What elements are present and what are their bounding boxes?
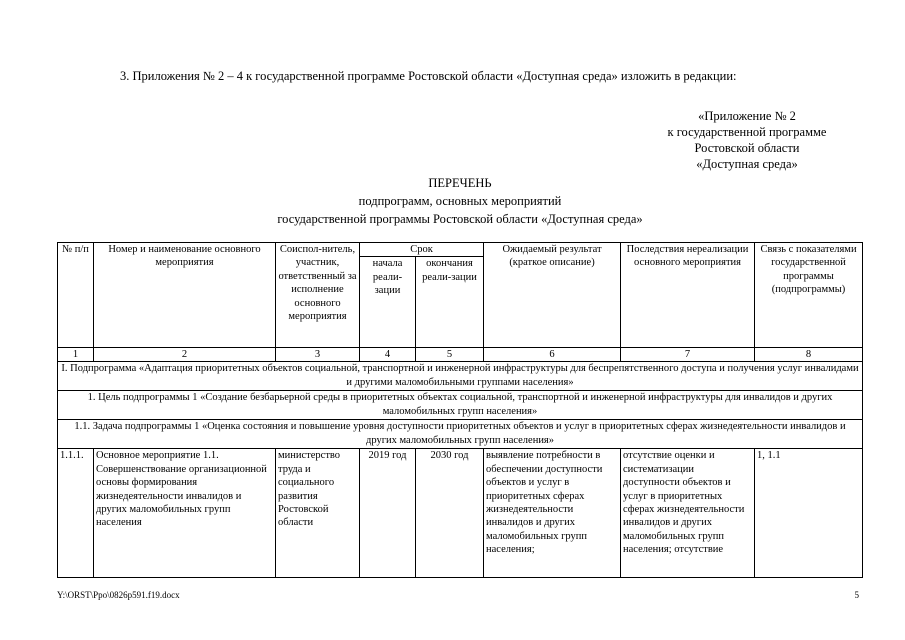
column-number: 3 bbox=[276, 348, 360, 362]
task-title: 1.1. Задача подпрограммы 1 «Оценка состояния и повышение уровня доступности приоритетных объектов и услуг в приоритетных сферах жизнедеятельности инвалидов и других маломобильных групп населения» bbox=[58, 420, 863, 449]
header-executor-text: Соиспол-нитель, участник, ответственный за исполнение основного мероприятия bbox=[278, 244, 357, 323]
header-link: Связь с показателями государственной программы (подпрограммы) bbox=[755, 243, 863, 348]
row-link: 1, 1.1 bbox=[755, 449, 863, 578]
column-number: 4 bbox=[360, 348, 416, 362]
row-name bbox=[94, 449, 276, 578]
footer-page-number: 5 bbox=[854, 590, 859, 600]
header-num: № п/п bbox=[58, 243, 94, 348]
intro-paragraph: 3. Приложения № 2 – 4 к государственной программе Ростовской области «Доступная среда» изложить в редакции: bbox=[120, 69, 737, 83]
header-name: Номер и наименование основного мероприятия bbox=[94, 243, 276, 348]
column-numbers-row bbox=[58, 348, 863, 362]
footer-file-path: Y:\ORST\Ppo\0826p591.f19.docx bbox=[57, 590, 180, 600]
subprogram-row bbox=[58, 362, 863, 391]
title-line-1: ПЕРЕЧЕНЬ bbox=[428, 176, 492, 190]
goal-row bbox=[58, 391, 863, 420]
row-start: 2019 год bbox=[360, 449, 416, 578]
table-row bbox=[58, 449, 863, 578]
title-line-3: государственной программы Ростовской области «Доступная среда» bbox=[277, 212, 643, 226]
appendix-line-3: Ростовской области bbox=[694, 141, 800, 155]
column-number: 5 bbox=[416, 348, 484, 362]
document-title bbox=[210, 174, 710, 228]
subprogram-title: I. Подпрограмма «Адаптация приоритетных объектов социальной, транспортной и инженерной инфраструктуры для беспрепятственного доступа и получения услуг инвалидами и другими маломобильными группами населения» bbox=[58, 362, 863, 391]
column-number: 6 bbox=[484, 348, 621, 362]
header-consequences: Последствия нереализации основного мероприятия bbox=[621, 243, 755, 348]
row-executor bbox=[276, 449, 360, 578]
row-executor-text: министерство труда и социального развития Ростовской области bbox=[278, 450, 341, 529]
row-consequences bbox=[621, 449, 755, 578]
appendix-line-1: «Приложение № 2 bbox=[698, 109, 796, 123]
row-result bbox=[484, 449, 621, 578]
measures-table bbox=[57, 242, 863, 578]
header-start: начала реали-зации bbox=[360, 257, 416, 348]
goal-title: 1. Цель подпрограммы 1 «Создание безбарьерной среды в приоритетных объектах социальной, транспортной и инженерной инфраструктуры для инвалидов и других маломобильных групп населения» bbox=[58, 391, 863, 420]
column-number: 1 bbox=[58, 348, 94, 362]
row-result-text: выявление потребности в обеспечении доступности объектов и услуг в приоритетных сферах жизнедеятельности инвалидов и других маломобильных групп населения; bbox=[486, 450, 603, 556]
header-end: окончания реали-зации bbox=[416, 257, 484, 348]
header-executor bbox=[276, 243, 360, 348]
column-number: 2 bbox=[94, 348, 276, 362]
table-header-row bbox=[58, 243, 863, 257]
row-end: 2030 год bbox=[416, 449, 484, 578]
column-number: 8 bbox=[755, 348, 863, 362]
column-number: 7 bbox=[621, 348, 755, 362]
appendix-line-4: «Доступная среда» bbox=[696, 157, 798, 171]
header-result: Ожидаемый результат (краткое описание) bbox=[484, 243, 621, 348]
appendix-heading bbox=[640, 108, 854, 172]
title-line-2: подпрограмм, основных мероприятий bbox=[358, 194, 562, 208]
task-row bbox=[58, 420, 863, 449]
appendix-line-2: к государственной программе bbox=[667, 125, 827, 139]
header-term: Срок bbox=[360, 243, 484, 257]
row-consequences-text: отсутствие оценки и систематизации доступности объектов и услуг в приоритетных сферах жизнедеятельности инвалидов и других маломобильных групп населения; отсутствие bbox=[623, 450, 745, 556]
row-num: 1.1.1. bbox=[58, 449, 94, 578]
row-name-text: Основное мероприятие 1.1. Совершенствование организационной основы формирования жизнедеятельности инвалидов и других маломобильных групп населения bbox=[96, 450, 267, 529]
